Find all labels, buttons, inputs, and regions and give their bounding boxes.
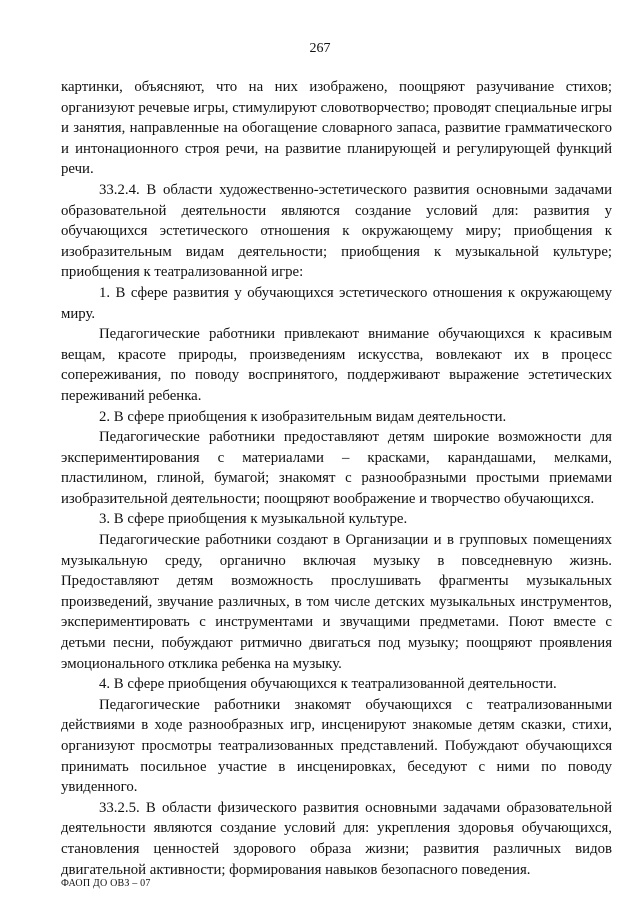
paragraph-item-3-heading: 3. В сфере приобщения к музыкальной культуре. [99,511,408,528]
paragraph-item-4-body: Педагогические работники знакомят обучающихся с театрализованными действиями в ходе разнообразных игр, инсценируют знакомые детям сказки, стихи, организуют просмотры театрализованных представлений. Побуждают обучающихся принимать посильное участие в инсценировках, беседуют с ними по поводу увиденного. [61,696,612,796]
paragraph-item-1-heading: 1. В сфере развития у обучающихся эстетического отношения к окружающему миру. [61,284,612,322]
paragraph-item-1-body: Педагогические работники привлекают внимание обучающихся к красивым вещам, красоте природы, произведениям искусства, вовлекают их в процесс сопереживания, по поводу воспринятого, поддерживают выражение эстетических переживаний ребенка. [61,326,612,404]
footer-document-code: ФАОП ДО ОВЗ – 07 [61,878,151,889]
paragraph-item-2-heading: 2. В сфере приобщения к изобразительным видам деятельности. [99,408,507,425]
paragraph-item-4-heading: 4. В сфере приобщения обучающихся к театрализованной деятельности. [99,676,557,693]
paragraph-33-2-4: 33.2.4. В области художественно-эстетического развития основными задачами образовательной деятельности являются создание условий для: развития у обучающихся эстетического отношения к окружающему миру; приобщения к изобразительным видам деятельности; приобщения к музыкальной культуре; приобщения к театрализованной игре: [61,181,612,281]
document-body [61,77,612,880]
page-number: 267 [309,41,331,56]
paragraph-33-2-5: 33.2.5. В области физического развития основными задачами образовательной деятельности являются создание условий для: укрепления здоровья обучающихся, становления ценностей здорового образа жизни; развития различных видов двигательной активности; формирования навыков безопасного поведения. [61,799,612,878]
paragraph-item-3-body: Педагогические работники создают в Организации и в групповых помещениях музыкальную среду, органично включая музыку в повседневную жизнь. Предоставляют детям возможность прослушивать фрагменты музыкальных произведений, звучание различных, в том числе детских музыкальных инструментов, экспериментировать с инструментами и звучащими предметами. Поют вместе с детьми песни, побуждают ритмично двигаться под музыку; поощряют проявления эмоционального отклика ребенка на музыку. [61,532,612,672]
paragraph-item-2-body: Педагогические работники предоставляют детям широкие возможности для экспериментирования с материалами – красками, карандашами, мелками, пластилином, глиной, бумагой; знакомят с разнообразными простыми приемами изобразительной деятельности; поощряют воображение и творчество обучающихся. [61,429,612,507]
paragraph-continuation: картинки, объясняют, что на них изображено, поощряют разучивание стихов; организуют речевые игры, стимулируют словотворчество; проводят специальные игры и занятия, направленные на обогащение словарного запаса, развитие грамматического и интонационного строя речи, на развитие планирующей и регулирующей функций речи. [61,79,612,178]
